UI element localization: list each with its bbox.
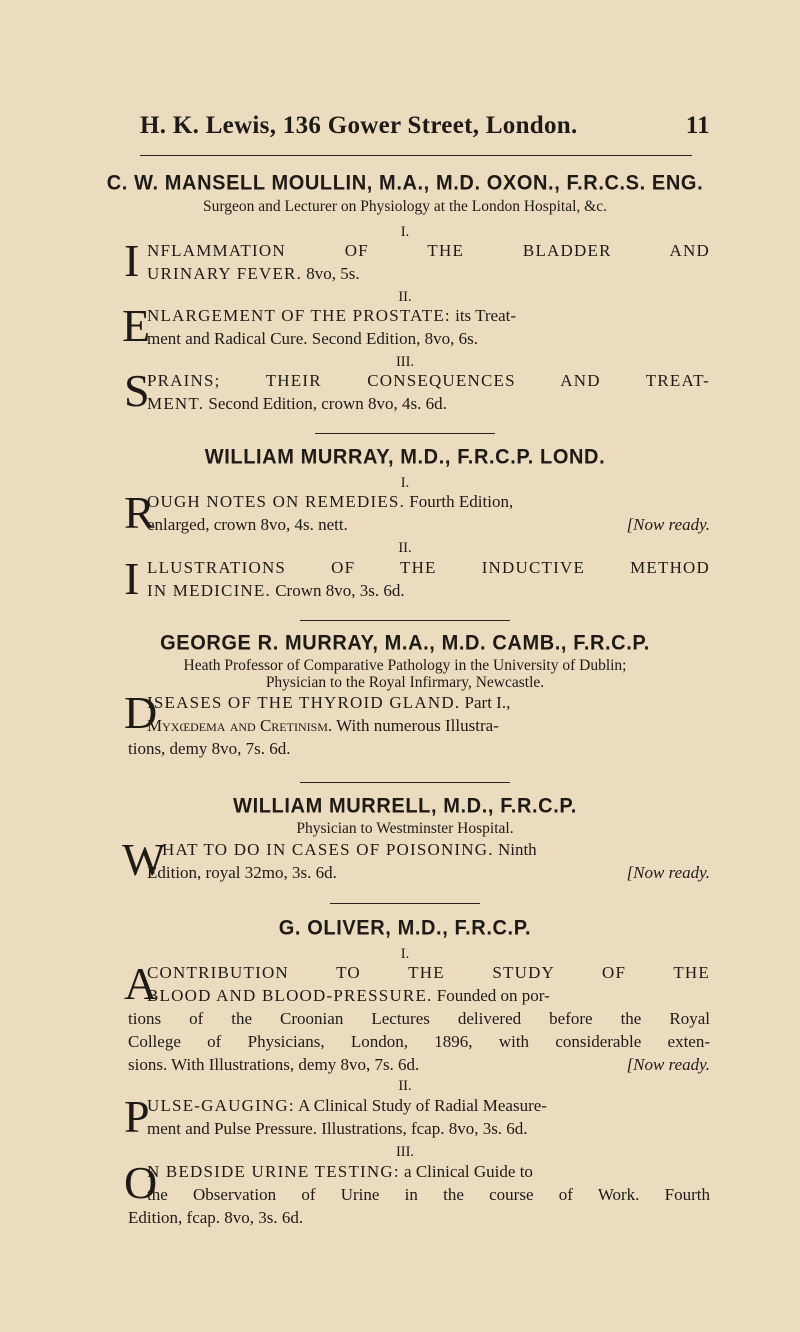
work-line [147, 581, 710, 601]
work-title: MENT. [147, 394, 205, 413]
work-numeral: I. [400, 475, 410, 491]
work-line [147, 492, 710, 512]
work-details: With numerous Illustra- [332, 716, 499, 735]
work-details: Fourth Edition, [405, 492, 514, 511]
work-title: NLARGEMENT OF THE PROSTATE: [147, 306, 451, 325]
work-line [147, 394, 710, 414]
work-details: a Clinical Guide to [399, 1162, 533, 1181]
availability-note: [Now ready. [626, 1055, 710, 1074]
drop-cap: I [124, 235, 140, 286]
author-affiliation: Heath Professor of Comparative Pathology in the University of Dublin; [183, 657, 627, 674]
drop-cap: E [122, 300, 151, 351]
work-details: Edition, fcap. 8vo, 3s. 6d. [128, 1208, 304, 1227]
work-line [147, 371, 710, 391]
work-title: IN MEDICINE. [147, 581, 271, 600]
work-title: ISEASES OF THE THYROID GLAND. [147, 693, 461, 712]
work-details: Crown 8vo, 3s. 6d. [270, 581, 405, 600]
work-title: HAT TO DO IN CASES OF POISONING. [162, 840, 494, 859]
author-heading: WILLIAM MURRELL, M.D., F.R.C.P. [233, 794, 577, 818]
drop-cap: A [124, 958, 158, 1009]
author-heading: G. OLIVER, M.D., F.R.C.P. [278, 916, 532, 940]
work-line [128, 1208, 710, 1228]
work-numeral: II. [398, 289, 412, 305]
header-rule [140, 155, 692, 156]
section-rule [300, 782, 510, 783]
work-line [147, 963, 710, 983]
work-numeral: III. [395, 354, 415, 370]
work-line [128, 739, 710, 759]
drop-cap: I [124, 553, 140, 604]
page-number: 11 [685, 112, 710, 139]
author-affiliation: Surgeon and Lecturer on Physiology at the London Hospital, &c. [203, 198, 607, 215]
drop-cap: R [124, 487, 155, 538]
work-line [128, 1032, 710, 1052]
work-title: BLOOD AND BLOOD-PRESSURE. [147, 986, 433, 1005]
work-subtitle: Myxœdema and Cretinism. [147, 716, 333, 735]
drop-cap: P [124, 1091, 150, 1142]
running-head-text: H. K. Lewis, 136 Gower Street, London. [140, 112, 578, 139]
work-details: tions of the Croonian Lectures delivered before the Royal [128, 1009, 710, 1028]
section-rule [300, 620, 510, 621]
work-title: URINARY FEVER. [147, 264, 303, 283]
work-line [147, 986, 710, 1006]
work-line [162, 840, 710, 860]
work-title: CONTRIBUTION TO THE STUDY OF THE [147, 963, 710, 982]
work-line [147, 515, 710, 535]
drop-cap: O [124, 1157, 158, 1208]
work-title: OUGH NOTES ON REMEDIES. [147, 492, 406, 511]
work-numeral: II. [398, 1078, 412, 1094]
work-details: sions. With Illustrations, demy 8vo, 7s. 6d. [128, 1055, 420, 1074]
drop-cap: S [124, 365, 150, 416]
work-details: Second Edition, crown 8vo, 4s. 6d. [204, 394, 447, 413]
work-numeral: III. [395, 1144, 415, 1160]
work-line [147, 558, 710, 578]
drop-cap: W [122, 834, 166, 885]
work-line [147, 241, 710, 261]
work-title: PRAINS; THEIR CONSEQUENCES AND TREAT- [147, 371, 710, 390]
work-numeral: II. [398, 540, 412, 556]
work-numeral: I. [400, 224, 410, 240]
running-head [140, 112, 710, 140]
work-details: Part I., [460, 693, 511, 712]
work-details: 8vo, 5s. [302, 264, 360, 283]
work-details: enlarged, crown 8vo, 4s. nett. [147, 515, 348, 534]
work-details: tions, demy 8vo, 7s. 6d. [128, 739, 291, 758]
availability-note: [Now ready. [626, 863, 710, 882]
work-numeral: I. [400, 946, 410, 962]
work-details: Founded on por- [432, 986, 550, 1005]
work-details: the Observation of Urine in the course of Work. Fourth [147, 1185, 710, 1204]
availability-note: [Now ready. [626, 515, 710, 534]
work-line [147, 1162, 710, 1182]
work-title: N BEDSIDE URINE TESTING: [147, 1162, 400, 1181]
work-title: ULSE-GAUGING: [147, 1096, 295, 1115]
work-title: NFLAMMATION OF THE BLADDER AND [147, 241, 710, 260]
work-title: LLUSTRATIONS OF THE INDUCTIVE METHOD [147, 558, 710, 577]
author-heading: GEORGE R. MURRAY, M.A., M.D. CAMB., F.R.C.P. [160, 631, 650, 655]
author-heading: C. W. MANSELL MOULLIN, M.A., M.D. OXON., F.R.C.S. ENG. [106, 171, 704, 195]
author-heading: WILLIAM MURRAY, M.D., F.R.C.P. LOND. [204, 445, 606, 469]
work-line [147, 716, 710, 736]
work-line [128, 1055, 710, 1075]
work-line [147, 306, 710, 326]
author-affiliation: Physician to Westminster Hospital. [296, 820, 514, 837]
work-details: College of Physicians, London, 1896, with considerable exten- [128, 1032, 710, 1051]
work-line [147, 1119, 710, 1139]
author-affiliation: Physician to the Royal Infirmary, Newcastle. [265, 674, 545, 691]
section-rule [330, 903, 480, 904]
work-details: Ninth [493, 840, 537, 859]
work-line [147, 863, 710, 883]
work-line [147, 329, 710, 349]
section-rule [315, 433, 495, 434]
work-details: A Clinical Study of Radial Measure- [294, 1096, 547, 1115]
work-line [128, 1009, 710, 1029]
work-line [147, 1185, 710, 1205]
work-details: ment and Radical Cure. Second Edition, 8vo, 6s. [147, 329, 478, 348]
work-line [147, 1096, 710, 1116]
work-line [147, 264, 710, 284]
work-details: Edition, royal 32mo, 3s. 6d. [147, 863, 337, 882]
work-details: its Treat- [450, 306, 517, 325]
work-line [147, 693, 710, 713]
drop-cap: D [124, 687, 158, 738]
work-details: ment and Pulse Pressure. Illustrations, fcap. 8vo, 3s. 6d. [147, 1119, 528, 1138]
